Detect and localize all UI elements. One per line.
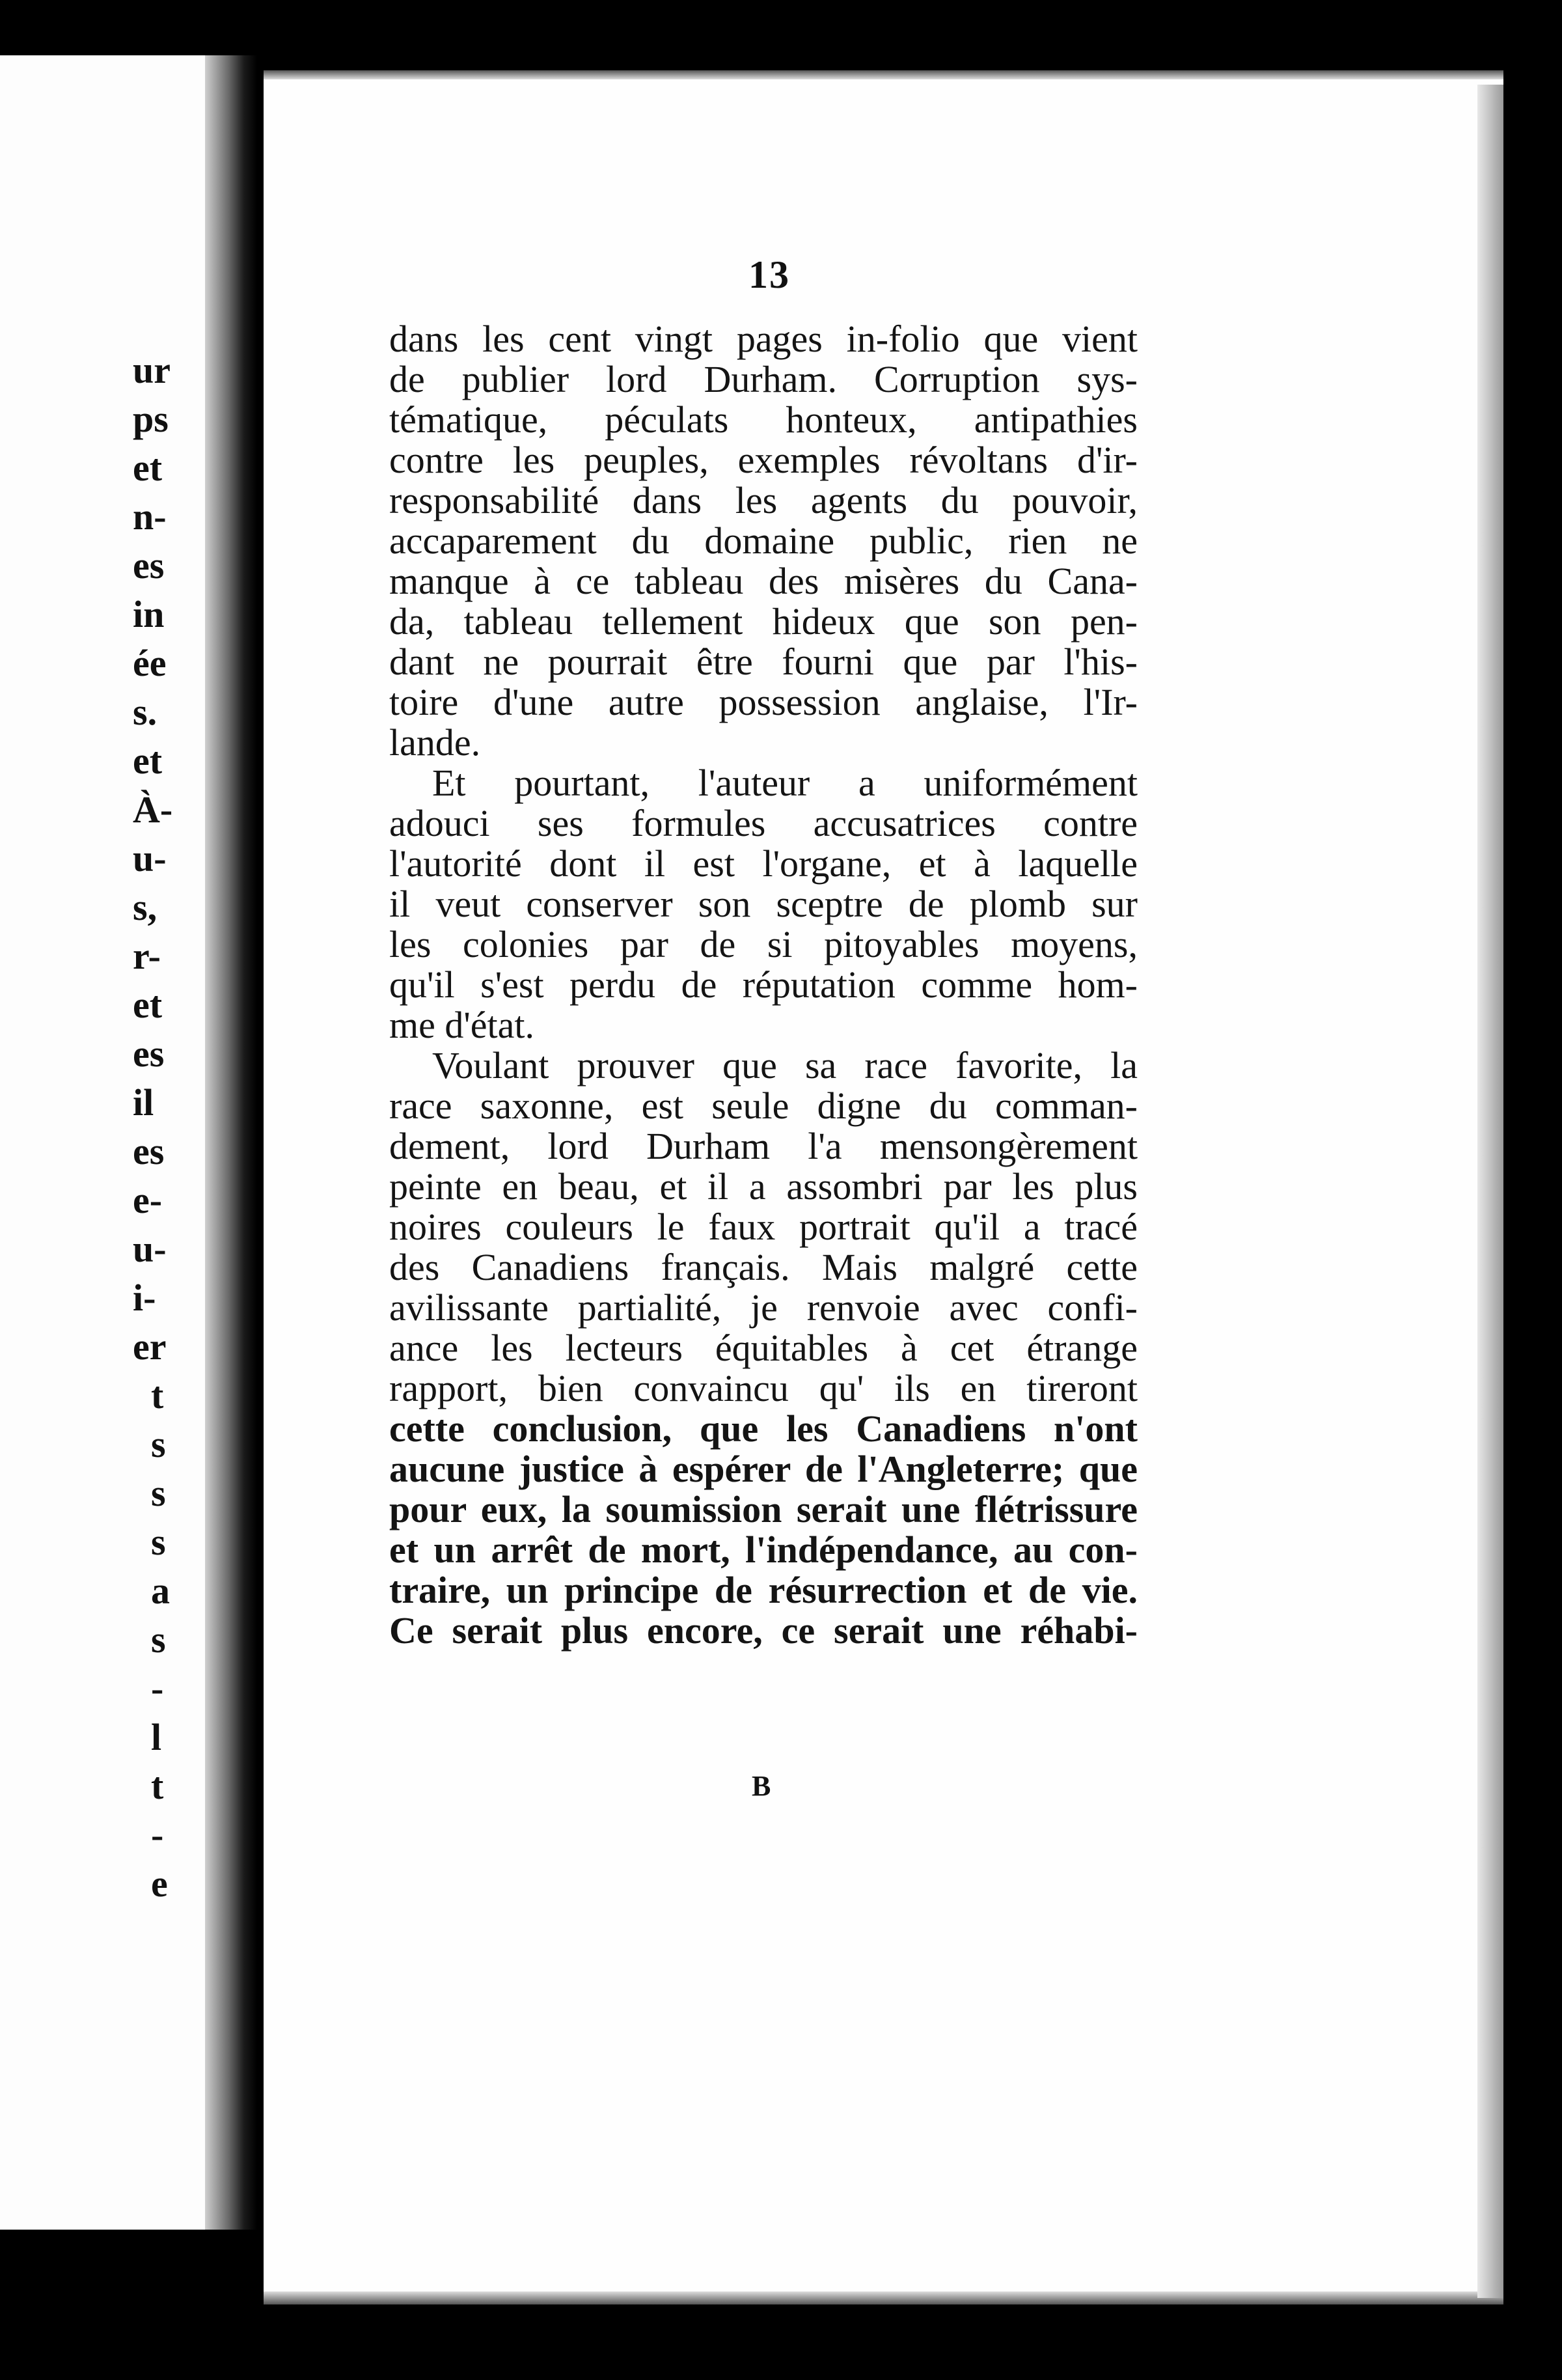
facing-page-fragment: e- [133,1179,163,1221]
facing-page-fragment: er [133,1325,167,1368]
facing-page-fragment: - [151,1814,164,1856]
facing-page-fragment: ur [133,349,171,391]
text-line: Voulant prouver que sa race favorite, la [432,1044,1138,1086]
facing-page-fragment: a [151,1570,170,1612]
text-line: et un arrêt de mort, l'indépendance, au con- [389,1529,1138,1571]
facing-page-fragment: et [133,447,163,489]
facing-page-fragment: l [151,1716,162,1758]
facing-page-fragment: s [151,1472,166,1514]
facing-page-fragment: il [133,1081,154,1124]
text-line: rapport, bien convaincu qu' ils en tireront [389,1367,1138,1409]
text-line: peinte en beau, et il a assombri par les plus [389,1165,1138,1208]
text-line: responsabilité dans les agents du pouvoir, [389,479,1138,521]
text-line: des Canadiens français. Mais malgré cette [389,1246,1138,1288]
page-edge-right [1477,85,1503,2298]
facing-page-fragment: ps [133,398,169,440]
text-line: les colonies par de si pitoyables moyens, [389,923,1138,965]
facing-page-fragment: s, [133,886,158,928]
text-line: me d'état. [389,1004,535,1046]
text-line: l'autorité dont il est l'organe, et à laquelle [389,842,1138,885]
facing-page-fragment: s [151,1521,166,1563]
text-line: ance les lecteurs équitables à cet étrange [389,1327,1138,1369]
facing-page-fragment: t [151,1765,164,1807]
page-edge-bottom [264,2291,1503,2304]
facing-page-fragment: es [133,1032,165,1075]
text-line: toire d'une autre possession anglaise, l'Ir- [389,681,1138,723]
facing-page-fragment: n- [133,495,167,538]
text-line: il veut conserver son sceptre de plomb sur [389,883,1138,925]
facing-page-fragment: s. [133,691,158,733]
text-line: pour eux, la soumission serait une flétrissure [389,1488,1138,1530]
text-line: noires couleurs le faux portrait qu'il a tracé [389,1206,1138,1248]
facing-page-fragment: t [151,1374,164,1417]
facing-page-fragment: es [133,544,165,587]
facing-page-fragment: e [151,1862,168,1905]
facing-page-fragment: et [133,740,163,782]
text-line: Et pourtant, l'auteur a uniformément [432,762,1138,804]
facing-page-fragment: ée [133,642,167,684]
page-edge-top [264,70,1503,79]
text-line: adouci ses formules accusatrices contre [389,802,1138,844]
text-line: tématique, péculats honteux, antipathies [389,398,1138,441]
text-line: manque à ce tableau des misères du Cana- [389,560,1138,602]
text-line: Ce serait plus encore, ce serait une réhabi- [389,1609,1138,1652]
text-line: contre les peuples, exemples révoltans d'ir- [389,439,1138,481]
facing-page-fragment: i- [133,1277,156,1319]
facing-page-fragment: À- [133,788,173,831]
text-line: traire, un principe de résurrection et de vie. [389,1569,1138,1611]
facing-page-fragment: es [133,1130,165,1172]
text-line: aucune justice à espérer de l'Angleterre; que [389,1448,1138,1490]
text-line: race saxonne, est seule digne du comman- [389,1085,1138,1127]
facing-page-fragment: u- [133,1228,167,1270]
facing-page-fragment: r- [133,935,161,977]
page-number: 13 [748,253,790,296]
text-line: lande. [389,721,481,764]
text-line: accaparement du domaine public, rien ne [389,519,1138,562]
body-text [389,319,1138,1651]
facing-page-fragment: - [151,1667,164,1709]
book-gutter [205,55,257,2230]
text-line: qu'il s'est perdu de réputation comme hom- [389,963,1138,1006]
text-line: dement, lord Durham l'a mensongèrement [389,1125,1138,1167]
facing-page-fragment: s [151,1618,166,1661]
text-line: dant ne pourrait être fourni que par l'his- [389,641,1138,683]
text-line: dans les cent vingt pages in-folio que vient [389,318,1138,360]
facing-page-fragment: et [133,984,163,1026]
facing-page-fragment: u- [133,837,167,879]
signature-mark: B [752,1770,771,1802]
facing-page-fragment: in [133,593,165,635]
text-line: avilissante partialité, je renvoie avec confi- [389,1286,1138,1329]
text-line: da, tableau tellement hideux que son pen- [389,600,1138,643]
facing-page-fragment: s [151,1423,166,1465]
text-line: de publier lord Durham. Corruption sys- [389,358,1138,400]
text-line: cette conclusion, que les Canadiens n'ont [389,1407,1138,1450]
